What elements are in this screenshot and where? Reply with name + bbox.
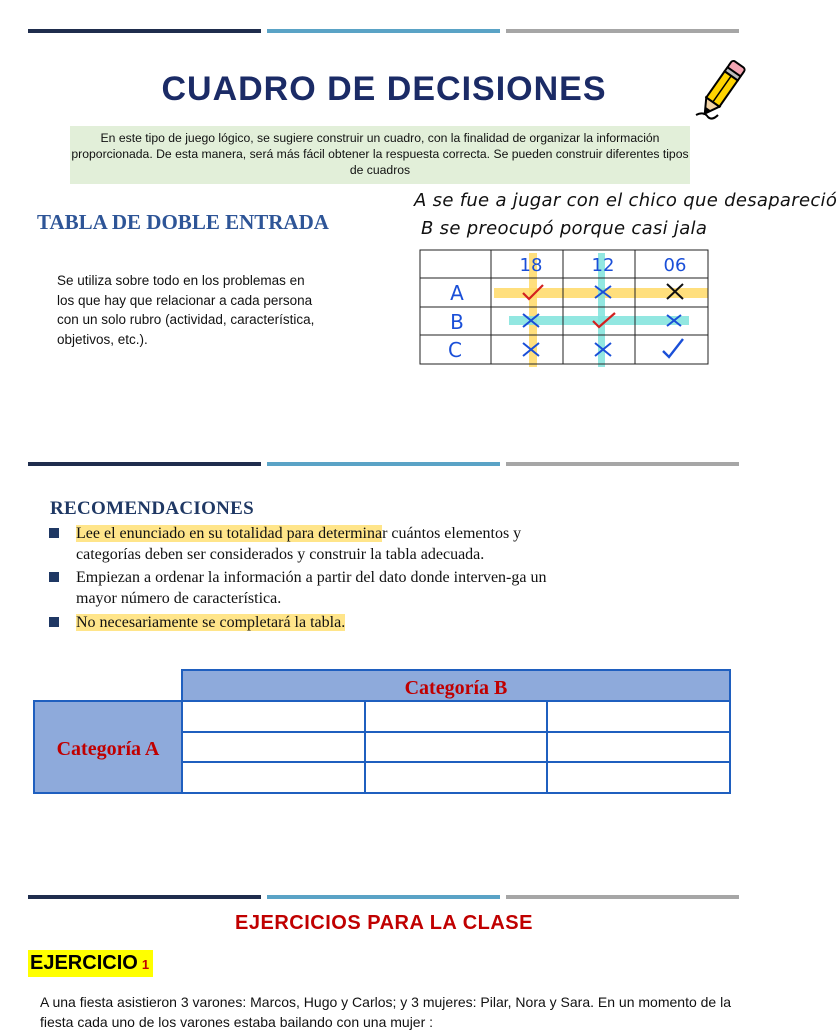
divider-grey — [506, 462, 739, 466]
tabla-description: Se utiliza sobre todo en los problemas en los que hay que relacionar a cada persona con un solo rubro (actividad, característica, objetivos, etc.). — [57, 273, 315, 347]
category-b-header: Categoría B — [404, 677, 508, 699]
recommendation-text: r cuántos elementos y categorías deben ser considerados y construir la tabla adecuada. — [76, 525, 522, 563]
section-heading-recomendaciones: RECOMENDACIONES — [50, 498, 255, 519]
recommendation-item — [49, 612, 569, 634]
divider-navy — [28, 462, 261, 466]
recommendation-text: Empiezan a ordenar la información a partir del dato donde interven-ga un mayor número de característica. — [76, 569, 547, 607]
bullet-square-icon — [49, 528, 59, 538]
divider-teal — [267, 462, 500, 466]
divider-navy — [28, 29, 261, 33]
bullet-square-icon — [49, 617, 59, 627]
grid-col-12: 12 — [591, 255, 615, 276]
grid-col-18: 18 — [519, 255, 543, 276]
category-a-header: Categoría A — [56, 738, 160, 760]
handwritten-clue-a: A se fue a jugar con el chico que desapareció — [414, 190, 837, 211]
category-table — [33, 669, 733, 795]
grid-row-a: A — [450, 281, 464, 305]
ejercicios-title: EJERCICIOS PARA LA CLASE — [235, 912, 533, 934]
divider-navy — [28, 895, 261, 899]
recommendation-item — [49, 567, 569, 611]
ejercicio-label — [28, 950, 153, 977]
grid-row-b: B — [450, 310, 464, 334]
highlighted-text: No necesariamente se completará la tabla. — [76, 614, 346, 631]
highlighted-text: Lee el enunciado en su totalidad para determina — [76, 525, 383, 542]
grid-col-06: 06 — [663, 255, 687, 276]
recommendation-item — [49, 523, 569, 567]
pencil-icon — [692, 55, 752, 123]
divider-grey — [506, 895, 739, 899]
intro-box: En este tipo de juego lógico, se sugiere construir un cuadro, con la finalidad de organizar la información proporcionada. De esta manera, será más fácil obtener la respuesta correcta. Se pueden construir diferentes tipos de cuadros — [70, 126, 690, 184]
grid-row-c: C — [448, 338, 462, 362]
ejercicio-number: 1 — [141, 957, 150, 972]
check-mark — [663, 339, 683, 357]
section-heading-tabla: TABLA DE DOBLE ENTRADA — [37, 210, 329, 234]
divider-teal — [267, 29, 500, 33]
handwritten-decision-grid — [419, 249, 711, 367]
ejercicio-text: EJERCICIO — [30, 952, 138, 974]
ejercicio-statement: A una fiesta asistieron 3 varones: Marcos, Hugo y Carlos; y 3 mujeres: Pilar, Nora y Sara. En un momento de la fiesta cada uno de los varones estaba bailando con una mujer : — [40, 994, 731, 1030]
divider-grey — [506, 29, 739, 33]
page-title: CUADRO DE DECISIONES — [161, 70, 607, 108]
handwritten-clue-b: B se preocupó porque casi jala — [421, 218, 708, 239]
bullet-square-icon — [49, 572, 59, 582]
divider-teal — [267, 895, 500, 899]
